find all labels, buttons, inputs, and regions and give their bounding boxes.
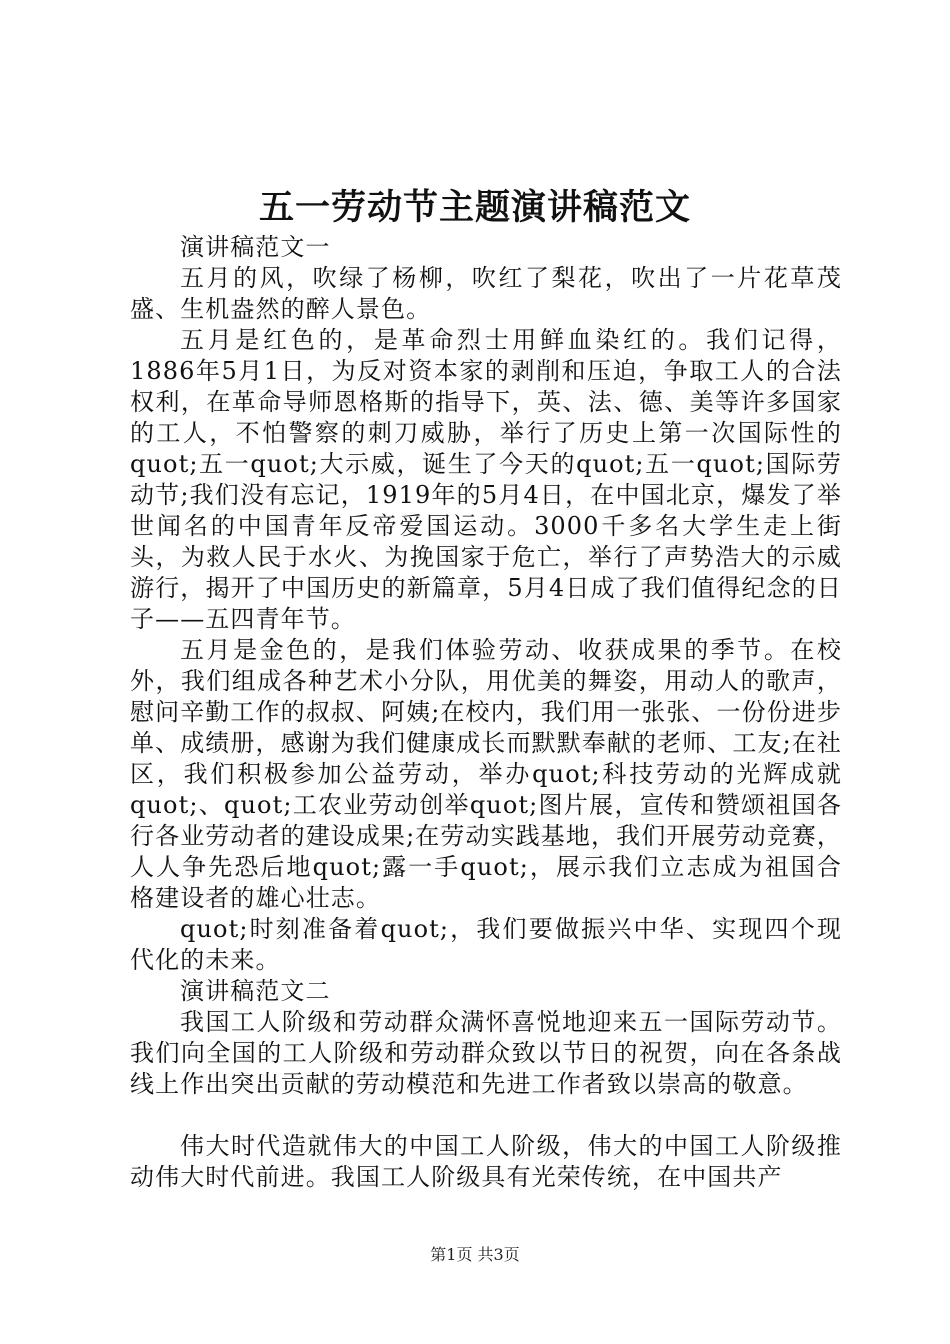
document-body (130, 232, 842, 1193)
section-heading-2: 演讲稿范文二 (180, 977, 331, 1005)
paragraph: quot;时刻准备着quot;，我们要做振兴中华、实现四个现代化的未来。 (130, 915, 842, 974)
document-title: 五一劳动节主题演讲稿范文 (258, 187, 691, 228)
paragraph: 五月是金色的，是我们体验劳动、收获成果的季节。在校外，我们组成各种艺术小分队，用优美的舞姿，用动人的歌声，慰问辛勤工作的叔叔、阿姨;在校内，我们用一张张、一份份进步单、成绩册，感谢为我们健康成长而默默奉献的老师、工友;在社区，我们积极参加公益劳动，举办quot;科技劳动的光辉成就quot;、quot;工农业劳动创举quot;图片展，宣传和赞颂祖国各行各业劳动者的建设成果;在劳动实践基地，我们开展劳动竞赛，人人争先恐后地quot;露一手quot;，展示我们立志成为祖国合格建设者的雄心壮志。 (130, 636, 842, 912)
section-heading-1: 演讲稿范文一 (180, 233, 331, 261)
page-footer: 第1页 共3页 (430, 1245, 520, 1264)
paragraph: 我国工人阶级和劳动群众满怀喜悦地迎来五一国际劳动节。我们向全国的工人阶级和劳动群众致以节日的祝贺，向在各条战线上作出突出贡献的劳动模范和先进工作者致以崇高的敬意。 (130, 1008, 842, 1098)
paragraph: 五月的风，吹绿了杨柳，吹红了梨花，吹出了一片花草茂盛、生机盎然的醉人景色。 (130, 264, 842, 323)
paragraph: 五月是红色的，是革命烈士用鲜血染红的。我们记得，1886年5月1日，为反对资本家的剥削和压迫，争取工人的合法权利，在革命导师恩格斯的指导下，英、法、德、美等许多国家的工人，不怕警察的刺刀威胁，举行了历史上第一次国际性的quot;五一quot;大示威，诞生了今天的quot;五一quot;国际劳动节;我们没有忘记，1919年的5月4日，在中国北京，爆发了举世闻名的中国青年反帝爱国运动。3000千多名大学生走上街头，为救人民于水火、为挽国家于危亡，举行了声势浩大的示威游行，揭开了中国历史的新篇章，5月4日成了我们值得纪念的日子——五四青年节。 (130, 326, 842, 633)
paragraph: 伟大时代造就伟大的中国工人阶级，伟大的中国工人阶级推动伟大时代前进。我国工人阶级具有光荣传统，在中国共产 (130, 1132, 842, 1191)
